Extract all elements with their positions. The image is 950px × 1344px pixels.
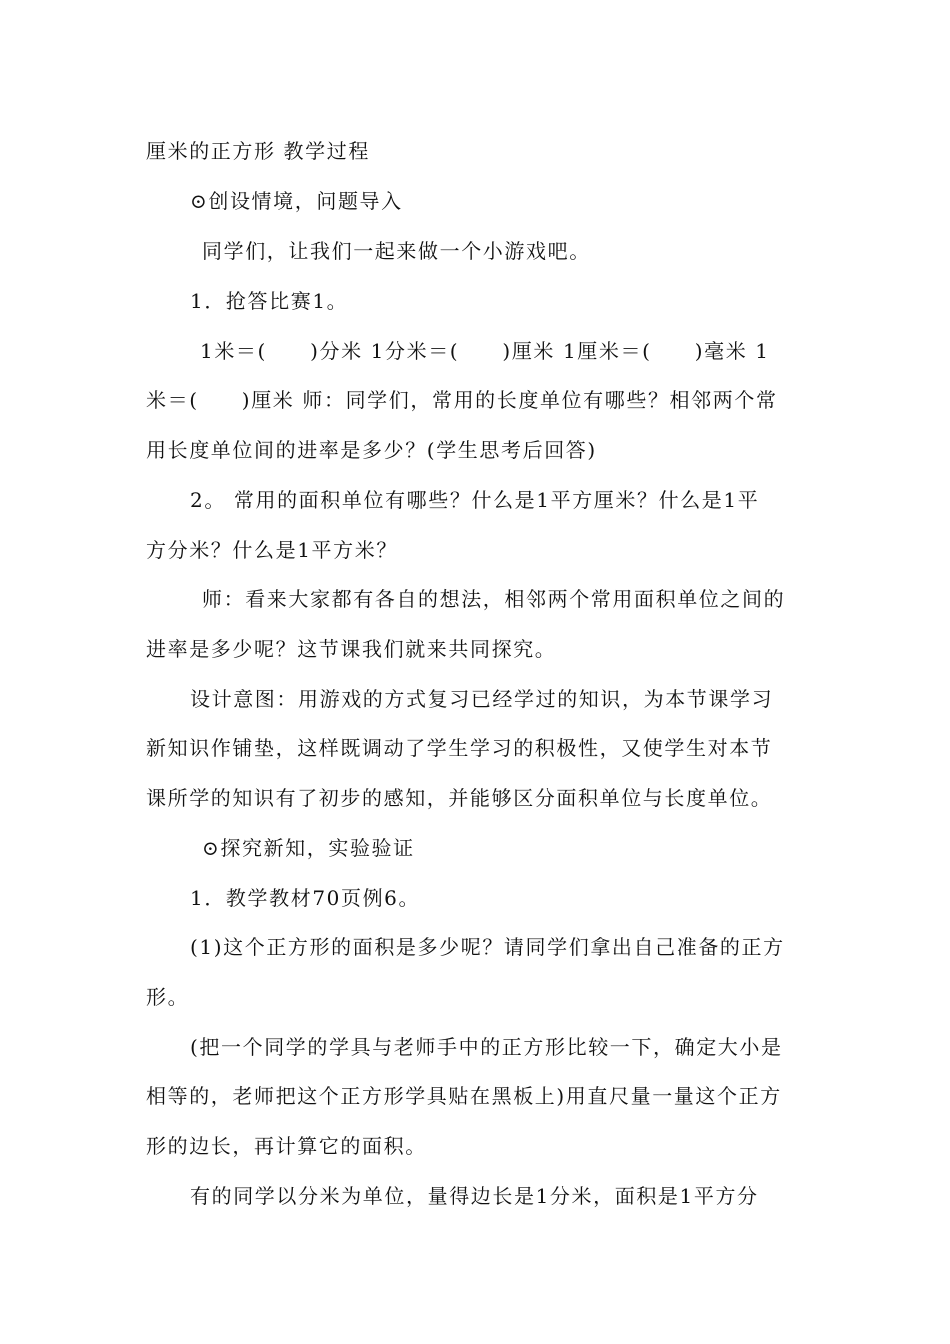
text-line: 新知识作铺垫，这样既调动了学生学习的积极性，又使学生对本节: [146, 736, 773, 760]
text-line: 1．教学教材70页例6。: [190, 886, 421, 910]
text-line: 进率是多少呢？这节课我们就来共同探究。: [146, 637, 557, 661]
text-line-title: 厘米的正方形 教学过程: [146, 139, 370, 163]
text-line: 方分米？什么是1平方米？: [146, 538, 398, 562]
text-line: (1)这个正方形的面积是多少呢？请同学们拿出自己准备的正方: [190, 935, 785, 959]
text-line: (把一个同学的学具与老师手中的正方形比较一下，确定大小是: [190, 1035, 783, 1059]
text-line: 师：看来大家都有各自的想法，相邻两个常用面积单位之间的: [202, 587, 786, 611]
text-line: 设计意图：用游戏的方式复习已经学过的知识，为本节课学习: [190, 687, 774, 711]
text-line: 有的同学以分米为单位，量得边长是1分米，面积是1平方分: [190, 1184, 759, 1208]
text-line: 2。 常用的面积单位有哪些？什么是1平方厘米？什么是1平: [190, 488, 760, 512]
text-line: 1米＝( )分米 1分米＝( )厘米 1厘米＝( )毫米 1: [200, 339, 770, 363]
text-line: 1．抢答比赛1。: [190, 289, 349, 313]
text-line: 米＝( )厘米 师：同学们，常用的长度单位有哪些？相邻两个常: [146, 388, 778, 412]
section-heading-explore: ⊙探究新知，实验验证: [202, 836, 415, 860]
text-line: 课所学的知识有了初步的感知，并能够区分面积单位与长度单位。: [146, 786, 773, 810]
section-heading-intro: ⊙创设情境，问题导入: [190, 189, 403, 213]
text-line: 形的边长，再计算它的面积。: [146, 1134, 427, 1158]
text-line: 相等的，老师把这个正方形学具贴在黑板上)用直尺量一量这个正方: [146, 1084, 782, 1108]
text-line: 形。: [146, 985, 190, 1009]
text-line: 用长度单位间的进率是多少？(学生思考后回答): [146, 438, 597, 462]
text-line: 同学们，让我们一起来做一个小游戏吧。: [202, 239, 591, 263]
